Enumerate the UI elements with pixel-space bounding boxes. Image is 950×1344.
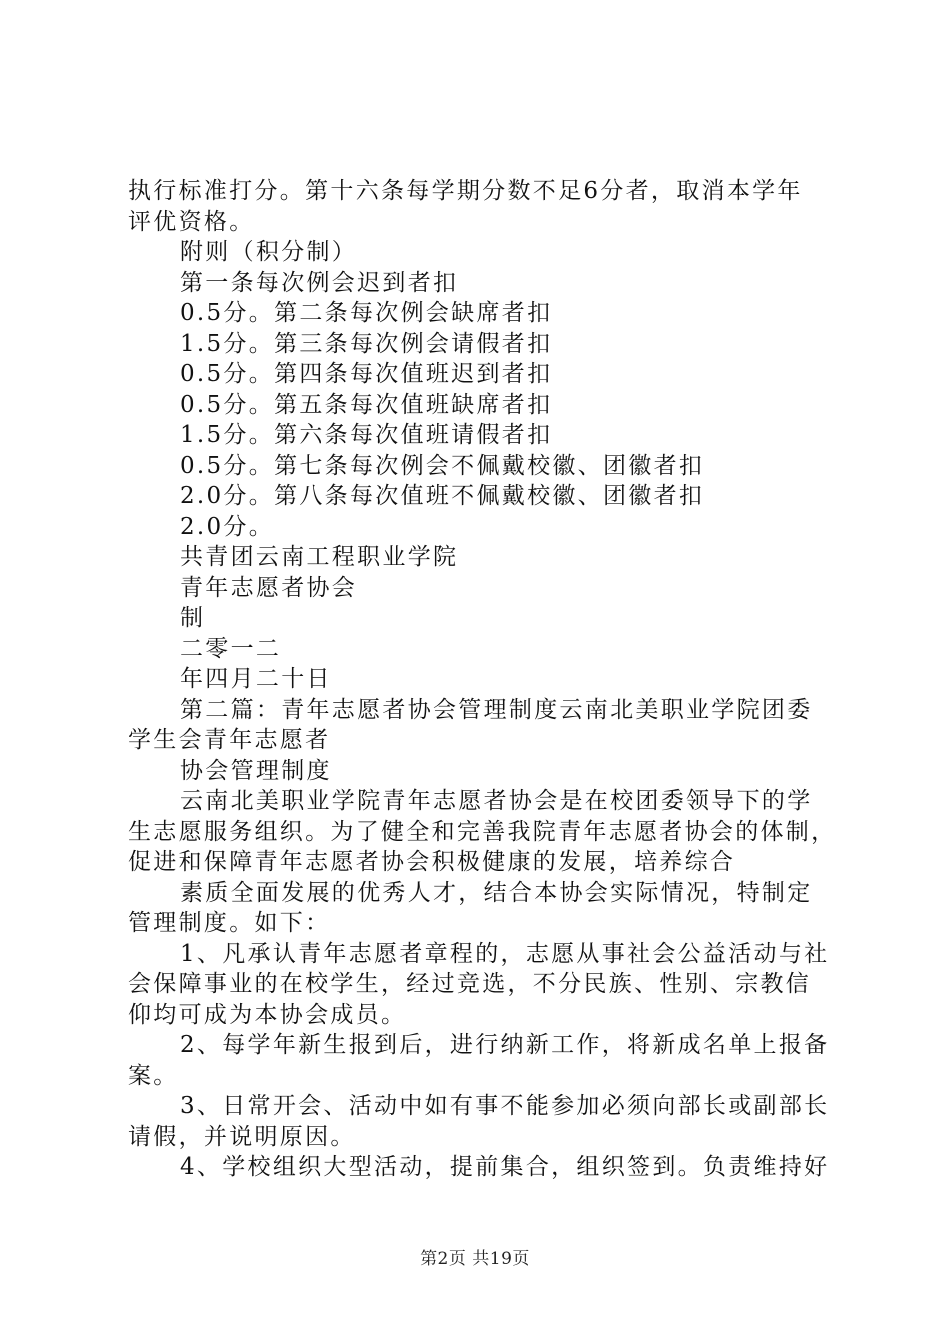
text-line: 0.5分。第二条每次例会缺席者扣 [180,300,553,326]
text-line: 促进和保障青年志愿者协会积极健康的发展，培养综合 [128,849,736,875]
text-line: 1.5分。第六条每次值班请假者扣 [180,422,553,448]
text-line: 评优资格。 [128,208,255,235]
text-line: 仰均可成为本协会成员。 [128,1001,407,1028]
text-line: 2.0分。第八条每次值班不佩戴校徽、团徽者扣 [180,483,705,509]
text-line: 0.5分。第七条每次例会不佩戴校徽、团徽者扣 [180,452,705,479]
text-line: 1、凡承认青年志愿者章程的，志愿从事社会公益活动与社 [180,940,830,967]
text-line: 3、日常开会、活动中如有事不能参加必须向部长或副部长 [180,1093,830,1119]
document-body [128,176,837,1183]
text-line: 1.5分。第三条每次例会请假者扣 [180,330,553,357]
text-line: 0.5分。第五条每次值班缺席者扣 [180,391,553,418]
text-line: 案。 [128,1062,179,1089]
text-line: 学生会青年志愿者 [128,727,331,753]
text-line: 0.5分。第四条每次值班迟到者扣 [180,361,553,387]
text-line: 年四月二十日 [180,666,332,692]
text-line: 第二篇：青年志愿者协会管理制度云南北美职业学院团委 [180,696,813,723]
text-line: 第一条每次例会迟到者扣 [180,269,459,296]
text-line: 会保障事业的在校学生，经过竞选，不分民族、性别、宗教信 [128,971,812,997]
text-line: 附则（积分制） [180,239,358,265]
text-line: 素质全面发展的优秀人才，结合本协会实际情况，特制定 [180,879,813,906]
text-line: 管理制度。如下： [128,910,331,936]
text-line: 生志愿服务组织。为了健全和完善我院青年志愿者协会的体制， [128,818,837,845]
page-footer: 第2页 共19页 [420,1249,530,1269]
text-line: 协会管理制度 [180,757,332,784]
text-line: 青年志愿者协会 [180,574,358,601]
text-line: 制 [180,605,206,631]
text-line: 2.0分。 [180,513,275,540]
text-line: 执行标准打分。第十六条每学期分数不足6分者，取消本学年 [128,178,803,204]
text-line: 共青团云南工程职业学院 [180,544,459,570]
text-line: 2、每学年新生报到后，进行纳新工作，将新成名单上报备 [180,1032,830,1058]
text-line: 请假，并说明原因。 [128,1123,356,1150]
text-line: 4、学校组织大型活动，提前集合，组织签到。负责维持好 [180,1154,830,1180]
text-line: 二零一二 [180,635,282,662]
text-line: 云南北美职业学院青年志愿者协会是在校团委领导下的学 [180,788,813,814]
